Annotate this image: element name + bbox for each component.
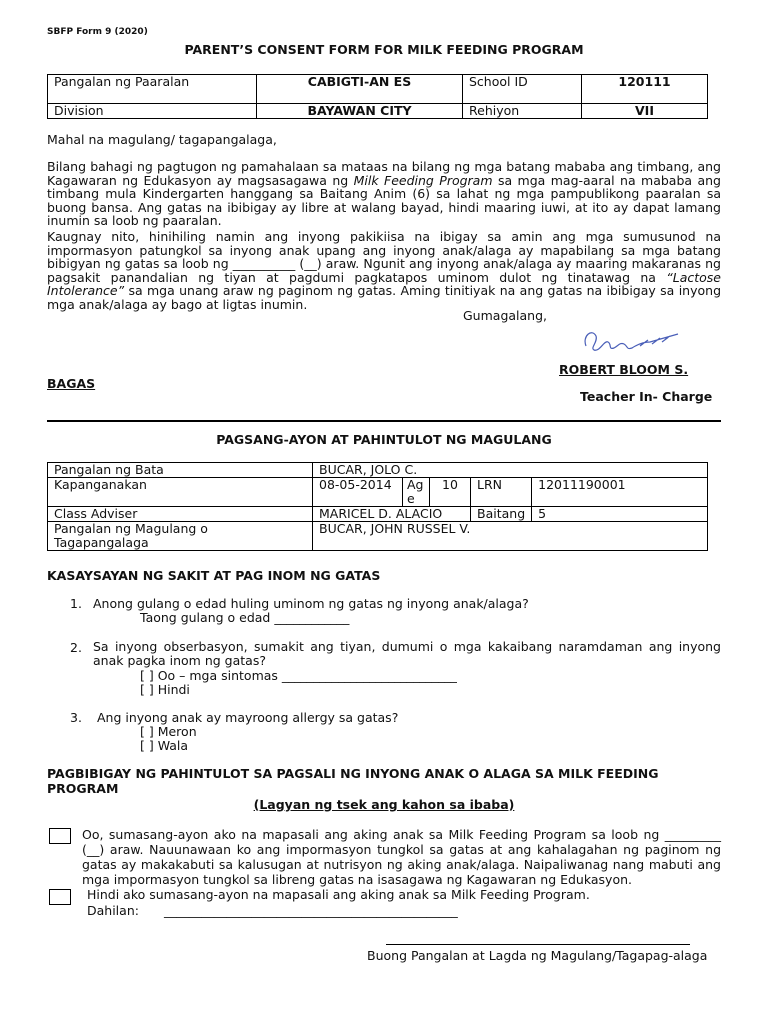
reason-field[interactable]: _______________________________________________ bbox=[164, 903, 458, 918]
signer-name: ROBERT BLOOM S. bbox=[559, 362, 689, 377]
consent-yes-text: Oo, sumasang-ayon ako na mapasali ang aking anak sa Milk Feeding Program sa loob ng _________ (__) araw. Nauunawaan ko ang impormasyon tungkol sa gatas at ang kahalagahan ng paginom ng gatas ay makakabuti sa kalusugan at nutrisyon ng aking anak/alaga. Naipaliwanag nang mabuti ang mga impormasyon tungkol sa libreng gatas na isasagawa ng Kagawaran ng Edukasyon. bbox=[82, 827, 721, 887]
parent-value: BUCAR, JOHN RUSSEL V. bbox=[313, 522, 708, 551]
grade-value: 5 bbox=[532, 507, 708, 522]
q1-text: Anong gulang o edad huling uminom ng gatas ng inyong anak/alaga? bbox=[93, 596, 529, 611]
letter-paragraph-2: Kaugnay nito, hinihiling namin ang inyong pakikiisa na ibigay sa amin ang mga sumusunod na impormasyon patungkol sa inyong anak upang ang inyong anak/alaga ay mapabilang sa mga batang bibigyan ng gatas sa loob ng __________ (__) araw. Ngunit ang inyong anak/alaga ay maaring makaranas ng pagsakit panandalian ng tiyan at pagdumi pagkatapos uminom dulot ng tinatawag na “Lactose Intolerance” sa mga unang araw ng paginom ng gatas. Aming tinitiyak na ang gatas na ibibigay sa inyong mga anak/alaga ay bago at ligtas inumin. bbox=[47, 229, 721, 312]
age-value: 10 bbox=[430, 478, 471, 507]
division-label: Division bbox=[48, 104, 257, 119]
consent-section-title: PAGSANG-AYON AT PAHINTULOT NG MAGULANG bbox=[216, 432, 552, 447]
parent-signature-label: Buong Pangalan at Lagda ng Magulang/Tagapag-alaga bbox=[367, 948, 708, 963]
school-id-label: School ID bbox=[463, 75, 582, 104]
salutation: Mahal na magulang/ tagapangalaga, bbox=[47, 132, 277, 147]
grade-label: Baitang bbox=[471, 507, 532, 522]
adviser-value: MARICEL D. ALACIO bbox=[313, 507, 471, 522]
region-label: Rehiyon bbox=[463, 104, 582, 119]
age-label: Age bbox=[403, 478, 430, 507]
q2-option-no[interactable]: [ ] Hindi bbox=[140, 682, 190, 697]
child-name-label: Pangalan ng Bata bbox=[48, 463, 313, 478]
adviser-label: Class Adviser bbox=[48, 507, 313, 522]
history-title: KASAYSAYAN NG SAKIT AT PAG INOM NG GATAS bbox=[47, 568, 381, 583]
child-name-value: BUCAR, JOLO C. bbox=[313, 463, 708, 478]
q2-text: Sa inyong obserbasyon, sumakit ang tiyan, dumumi o mga kakaibang naramdaman ang inyong anak pagka inom ng gatas? bbox=[93, 639, 721, 668]
school-info-table bbox=[47, 74, 708, 119]
permission-title: PAGBIBIGAY NG PAHINTULOT SA PAGSALI NG INYONG ANAK O ALAGA SA MILK FEEDING PROGRAM bbox=[47, 766, 659, 796]
division-value: BAYAWAN CITY bbox=[257, 104, 463, 119]
q3-option-yes[interactable]: [ ] Meron bbox=[140, 724, 197, 739]
section-divider bbox=[47, 420, 721, 422]
signer-title: Teacher In- Charge bbox=[580, 389, 713, 404]
birth-label: Kapanganakan bbox=[48, 478, 313, 507]
lrn-value: 12011190001 bbox=[532, 478, 708, 507]
q1-number: 1. bbox=[70, 596, 82, 611]
signer-name-continued: BAGAS bbox=[47, 376, 96, 391]
q3-number: 3. bbox=[70, 710, 82, 725]
school-name-label: Pangalan ng Paaralan bbox=[48, 75, 257, 104]
form-title: PARENT’S CONSENT FORM FOR MILK FEEDING PROGRAM bbox=[184, 42, 584, 57]
form-number: SBFP Form 9 (2020) bbox=[47, 27, 148, 37]
school-id-value: 120111 bbox=[582, 75, 708, 104]
school-name-value: CABIGTI-AN ES bbox=[257, 75, 463, 104]
q3-text: Ang inyong anak ay mayroong allergy sa gatas? bbox=[97, 710, 399, 725]
teacher-signature bbox=[578, 322, 690, 358]
child-info-table bbox=[47, 462, 708, 551]
consent-yes-checkbox[interactable] bbox=[49, 828, 71, 844]
birth-date-value: 08-05-2014 bbox=[313, 478, 403, 507]
lrn-label: LRN bbox=[471, 478, 532, 507]
letter-paragraph-1: Bilang bahagi ng pagtugon ng pamahalaan sa mataas na bilang ng mga batang mababa ang timbang, ang Kagawaran ng Edukasyon ay magsasagawa ng Milk Feeding Program sa mga mag-aaral na mababa ang timbang mula Kindergarten hanggang sa Baitang Anim (6) sa lahat ng mga pampublikong paaralan sa buong bansa. Ang gatas na ibibigay ay libre at walang bayad, hindi maaring iuwi, at ito ay dapat lamang inumin sa loob ng paaralan. bbox=[47, 159, 721, 229]
q2-option-yes[interactable]: [ ] Oo – mga sintomas ____________________________ bbox=[140, 668, 457, 683]
parent-signature-line[interactable] bbox=[386, 944, 690, 945]
consent-no-text: Hindi ako sumasang-ayon na mapasali ang aking anak sa Milk Feeding Program. bbox=[87, 887, 590, 902]
closing: Gumagalang, bbox=[463, 308, 548, 323]
lactose-term: “Lactose Intolerance” bbox=[47, 269, 721, 299]
consent-no-checkbox[interactable] bbox=[49, 889, 71, 905]
permission-instruction: (Lagyan ng tsek ang kahon sa ibaba) bbox=[253, 797, 515, 812]
program-name: Milk Feeding Program bbox=[353, 172, 493, 188]
q1-answer: Taong gulang o edad ____________ bbox=[140, 610, 350, 625]
region-value: VII bbox=[582, 104, 708, 119]
q3-option-no[interactable]: [ ] Wala bbox=[140, 738, 189, 753]
parent-label: Pangalan ng Magulang o Tagapangalaga bbox=[48, 522, 313, 551]
reason-label: Dahilan: bbox=[87, 903, 139, 918]
q2-number: 2. bbox=[70, 640, 82, 655]
